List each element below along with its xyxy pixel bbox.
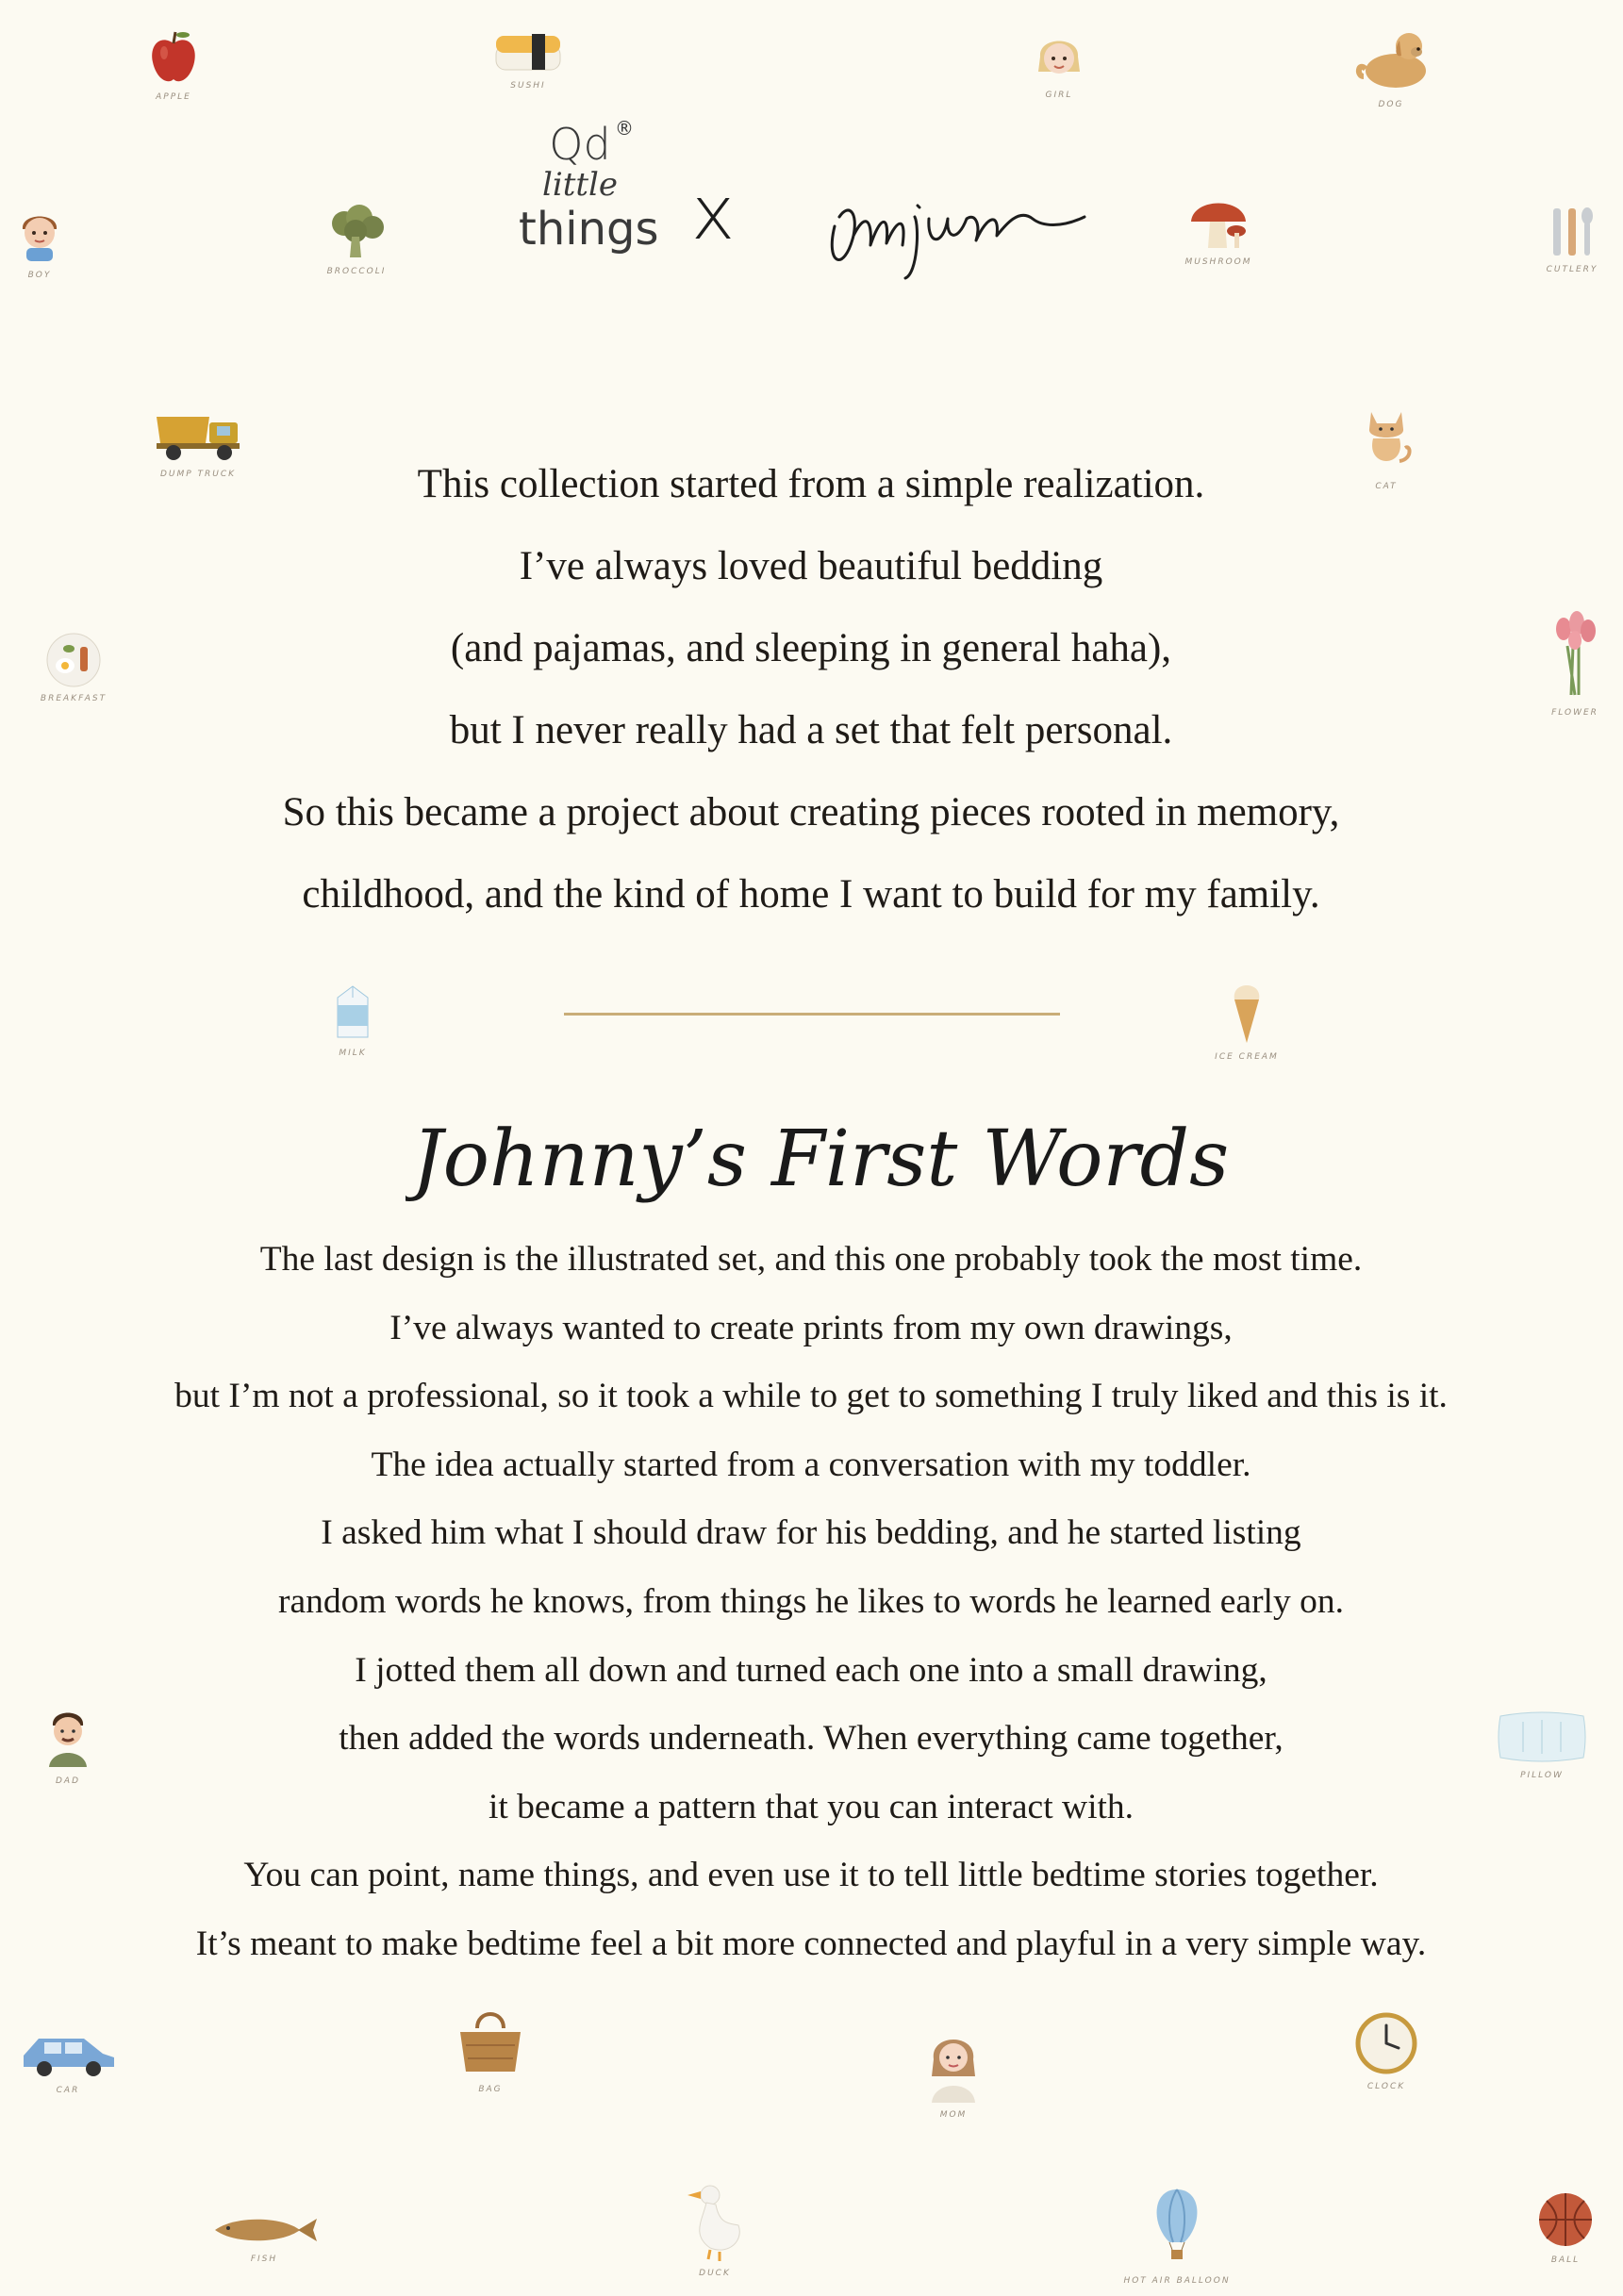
doodle-caption: BOY <box>27 271 52 280</box>
dump-truck-icon <box>151 405 245 464</box>
doodle-breakfast <box>17 630 130 703</box>
apple-icon <box>145 28 202 87</box>
intro-line: I’ve always loved beautiful bedding <box>519 544 1103 588</box>
doodle-pillow <box>1485 1709 1598 1780</box>
story-paragraph <box>57 1226 1565 1979</box>
doodle-caption: BROCCOLI <box>326 267 387 276</box>
story-line: but I’m not a professional, so it took a while to get to something I truly liked and this is it. <box>174 1377 1448 1416</box>
boy-icon <box>11 203 68 265</box>
doodle-caption: BAG <box>478 2085 503 2094</box>
doodle-mushroom <box>1162 193 1275 267</box>
doodle-caption: CLOCK <box>1366 2082 1406 2091</box>
intro-paragraph <box>151 443 1471 935</box>
qd-little-things-logo <box>519 117 659 256</box>
doodle-caption: APPLE <box>156 92 191 102</box>
cutlery-icon <box>1544 203 1600 259</box>
pillow-icon <box>1495 1709 1589 1765</box>
sushi-icon <box>490 28 566 75</box>
story-line: It’s meant to make bedtime feel a bit more connected and playful in a very simple way. <box>195 1924 1427 1963</box>
doodle-apple <box>117 28 230 102</box>
doodle-broccoli <box>300 203 413 276</box>
doodle-sushi <box>472 28 585 91</box>
doodle-boy <box>0 203 96 280</box>
story-line: I’ve always wanted to create prints from my own drawings, <box>389 1308 1233 1347</box>
milk-icon <box>324 981 381 1043</box>
girl-icon <box>1031 28 1087 85</box>
dog-icon <box>1349 24 1433 94</box>
doodle-fish <box>207 2211 321 2264</box>
doodle-car <box>11 2027 124 2095</box>
story-line: The last design is the illustrated set, and this one probably took the most time. <box>259 1240 1363 1279</box>
doodle-mom <box>897 2027 1010 2120</box>
collab-symbol: x <box>691 172 736 256</box>
logo-line-3: things <box>519 203 659 256</box>
intro-line: This collection started from a simple realization. <box>417 462 1205 506</box>
doodle-dump-truck <box>141 405 255 479</box>
story-line: You can point, name things, and even use it to tell little bedtime stories together. <box>243 1856 1379 1895</box>
doodle-girl <box>1002 28 1116 100</box>
doodle-ice-cream <box>1190 971 1303 1062</box>
doodle-caption: FISH <box>250 2255 278 2264</box>
doodle-caption: PILLOW <box>1520 1771 1564 1780</box>
section-title-text: Johnny’s First Words <box>411 1115 1230 1204</box>
broccoli-icon <box>323 203 389 261</box>
mjune-signature-logo <box>816 160 1099 288</box>
doodle-dad <box>11 1705 124 1786</box>
doodle-caption: BALL <box>1550 2255 1581 2265</box>
doodle-caption: ICE CREAM <box>1215 1052 1279 1062</box>
duck-icon <box>682 2178 748 2263</box>
story-line: it became a pattern that you can interact with. <box>488 1787 1134 1826</box>
doodle-caption: MOM <box>939 2110 968 2120</box>
doodle-caption: FLOWER <box>1551 708 1598 718</box>
section-title <box>406 1098 1235 1226</box>
doodle-flower <box>1518 608 1623 718</box>
doodle-caption: HOT AIR BALLOON <box>1123 2276 1231 2286</box>
doodle-caption: DUMP TRUCK <box>159 470 237 479</box>
ice-cream-icon <box>1223 971 1270 1047</box>
section-divider <box>564 1013 1060 1016</box>
logo-line-1: Qd <box>549 119 611 170</box>
doodle-duck <box>658 2178 771 2278</box>
bag-icon <box>453 2004 528 2079</box>
doodle-hot-air-balloon <box>1120 2186 1234 2286</box>
doodle-cat <box>1330 401 1443 491</box>
registered-mark: ® <box>615 117 634 140</box>
doodle-milk <box>296 981 409 1058</box>
flower-icon <box>1547 608 1603 702</box>
doodle-caption: SUSHI <box>510 81 546 91</box>
doodle-caption: CUTLERY <box>1546 265 1598 274</box>
story-line: The idea actually started from a conversation with my toddler. <box>371 1445 1251 1484</box>
car-icon <box>16 2027 120 2080</box>
intro-line: (and pajamas, and sleeping in general haha), <box>450 626 1172 670</box>
doodle-caption: CAR <box>56 2086 80 2095</box>
logo-line-2: little <box>541 166 619 204</box>
story-line: then added the words underneath. When everything came together, <box>339 1719 1283 1759</box>
doodle-caption: MILK <box>339 1049 367 1058</box>
story-line: random words he knows, from things he likes to words he learned early on. <box>278 1581 1344 1621</box>
ball-icon <box>1535 2189 1596 2250</box>
clock-icon <box>1353 2010 1419 2076</box>
fish-icon <box>207 2211 321 2249</box>
doodle-bag <box>434 2004 547 2094</box>
breakfast-icon <box>41 630 107 688</box>
doodle-caption: CAT <box>1375 482 1398 491</box>
doodle-caption: DOG <box>1378 100 1404 109</box>
doodle-caption: BREAKFAST <box>40 694 108 703</box>
doodle-caption: GIRL <box>1045 91 1073 100</box>
hot-air-balloon-icon <box>1147 2186 1207 2271</box>
mom-icon <box>922 2027 985 2105</box>
doodle-caption: MUSHROOM <box>1184 257 1252 267</box>
doodle-ball <box>1509 2189 1622 2265</box>
dad-icon <box>40 1705 96 1771</box>
intro-line: childhood, and the kind of home I want to build for my family. <box>302 872 1320 917</box>
intro-line: but I never really had a set that felt personal. <box>449 708 1173 752</box>
story-line: I asked him what I should draw for his bedding, and he started listing <box>321 1513 1301 1553</box>
intro-line: So this became a project about creating pieces rooted in memory, <box>282 790 1340 834</box>
story-line: I jotted them all down and turned each one into a small drawing, <box>355 1650 1267 1690</box>
mushroom-icon <box>1187 193 1250 252</box>
doodle-cutlery <box>1515 203 1623 274</box>
doodle-dog <box>1334 24 1448 109</box>
cat-icon <box>1356 401 1416 476</box>
doodle-clock <box>1330 2010 1443 2091</box>
doodle-caption: DAD <box>55 1776 81 1786</box>
doodle-caption: DUCK <box>699 2269 731 2278</box>
